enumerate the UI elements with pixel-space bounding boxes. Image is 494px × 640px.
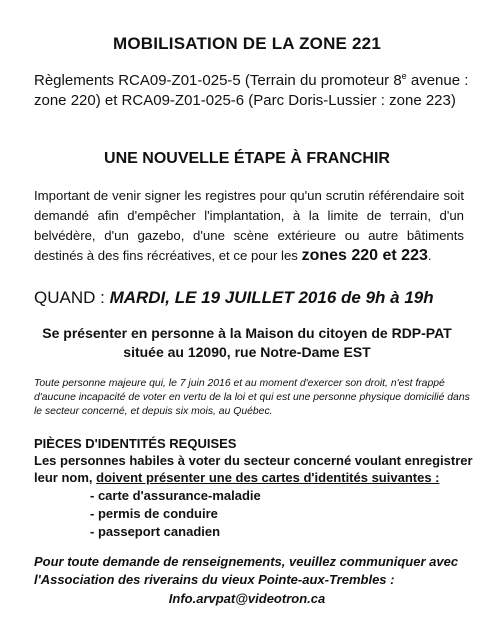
list-item: - permis de conduire	[90, 506, 218, 521]
id-pieces-heading: PIÈCES D'IDENTITÉS REQUISES	[34, 436, 237, 451]
intro-text: Important de venir signer les registres pour qu'un scrutin référendaire soit demandé afin d'empêcher l'implantation, à la limite de terrain, d'un belvédère, d'un gazebo, d'une scène extérieure ou autre bâtiments destinés à des fins récréatives, et ce pour les	[34, 188, 464, 263]
contact-email: Info.arvpat@videotron.ca	[168, 591, 326, 606]
list-item: - carte d'assurance-maladie	[90, 488, 261, 503]
id-pieces-text-start: Les personnes habiles à voter du secteur concerné voulant enregistrer leur nom,	[34, 453, 473, 485]
page-title: MOBILISATION DE LA ZONE 221	[113, 34, 381, 53]
regulations-text	[34, 66, 474, 111]
section-subtitle: UNE NOUVELLE ÉTAPE À FRANCHIR	[104, 150, 390, 167]
when-date: MARDI, LE 19 JUILLET 2016 de 9h à 19h	[109, 288, 434, 307]
when-line	[34, 288, 474, 308]
when-label: QUAND :	[34, 288, 110, 307]
intro-end: .	[427, 248, 432, 263]
list-item: - passeport canadien	[90, 524, 221, 539]
contact-text: Pour toute demande de renseignements, veuillez communiquer avec l'Association des riverains du vieux Pointe-aux-Trembles :	[34, 554, 459, 587]
intro-paragraph	[34, 186, 464, 266]
regulations-line1-end: avenue :	[406, 72, 469, 89]
id-pieces-requirement: doivent présenter une des cartes d'identités suivantes :	[96, 470, 440, 485]
zones-highlight: zones 220 et 223	[301, 247, 428, 264]
id-cards-list	[90, 487, 261, 541]
eligibility-note: Toute personne majeure qui, le 7 juin 2016 et au moment d'exercer son droit, n'est frappé d'aucune incapacité de voter en vertu de la loi et qui est une personne physique domicilié dans le secteur concerné, et depuis six mois, au Québec.	[34, 378, 470, 417]
regulations-line1-start: Règlements RCA09-Z01-025-5 (Terrain du promoteur 8	[34, 72, 402, 89]
regulations-line2: zone 220) et RCA09-Z01-025-6 (Parc Doris-Lussier : zone 223)	[34, 92, 456, 109]
location-line1: Se présenter en personne à la Maison du citoyen de RDP-PAT	[42, 325, 452, 341]
location-line2: située au 12090, rue Notre-Dame EST	[123, 344, 371, 360]
location-block	[0, 324, 494, 362]
ordinal-superscript: e	[401, 71, 407, 81]
id-pieces-text	[34, 452, 474, 486]
